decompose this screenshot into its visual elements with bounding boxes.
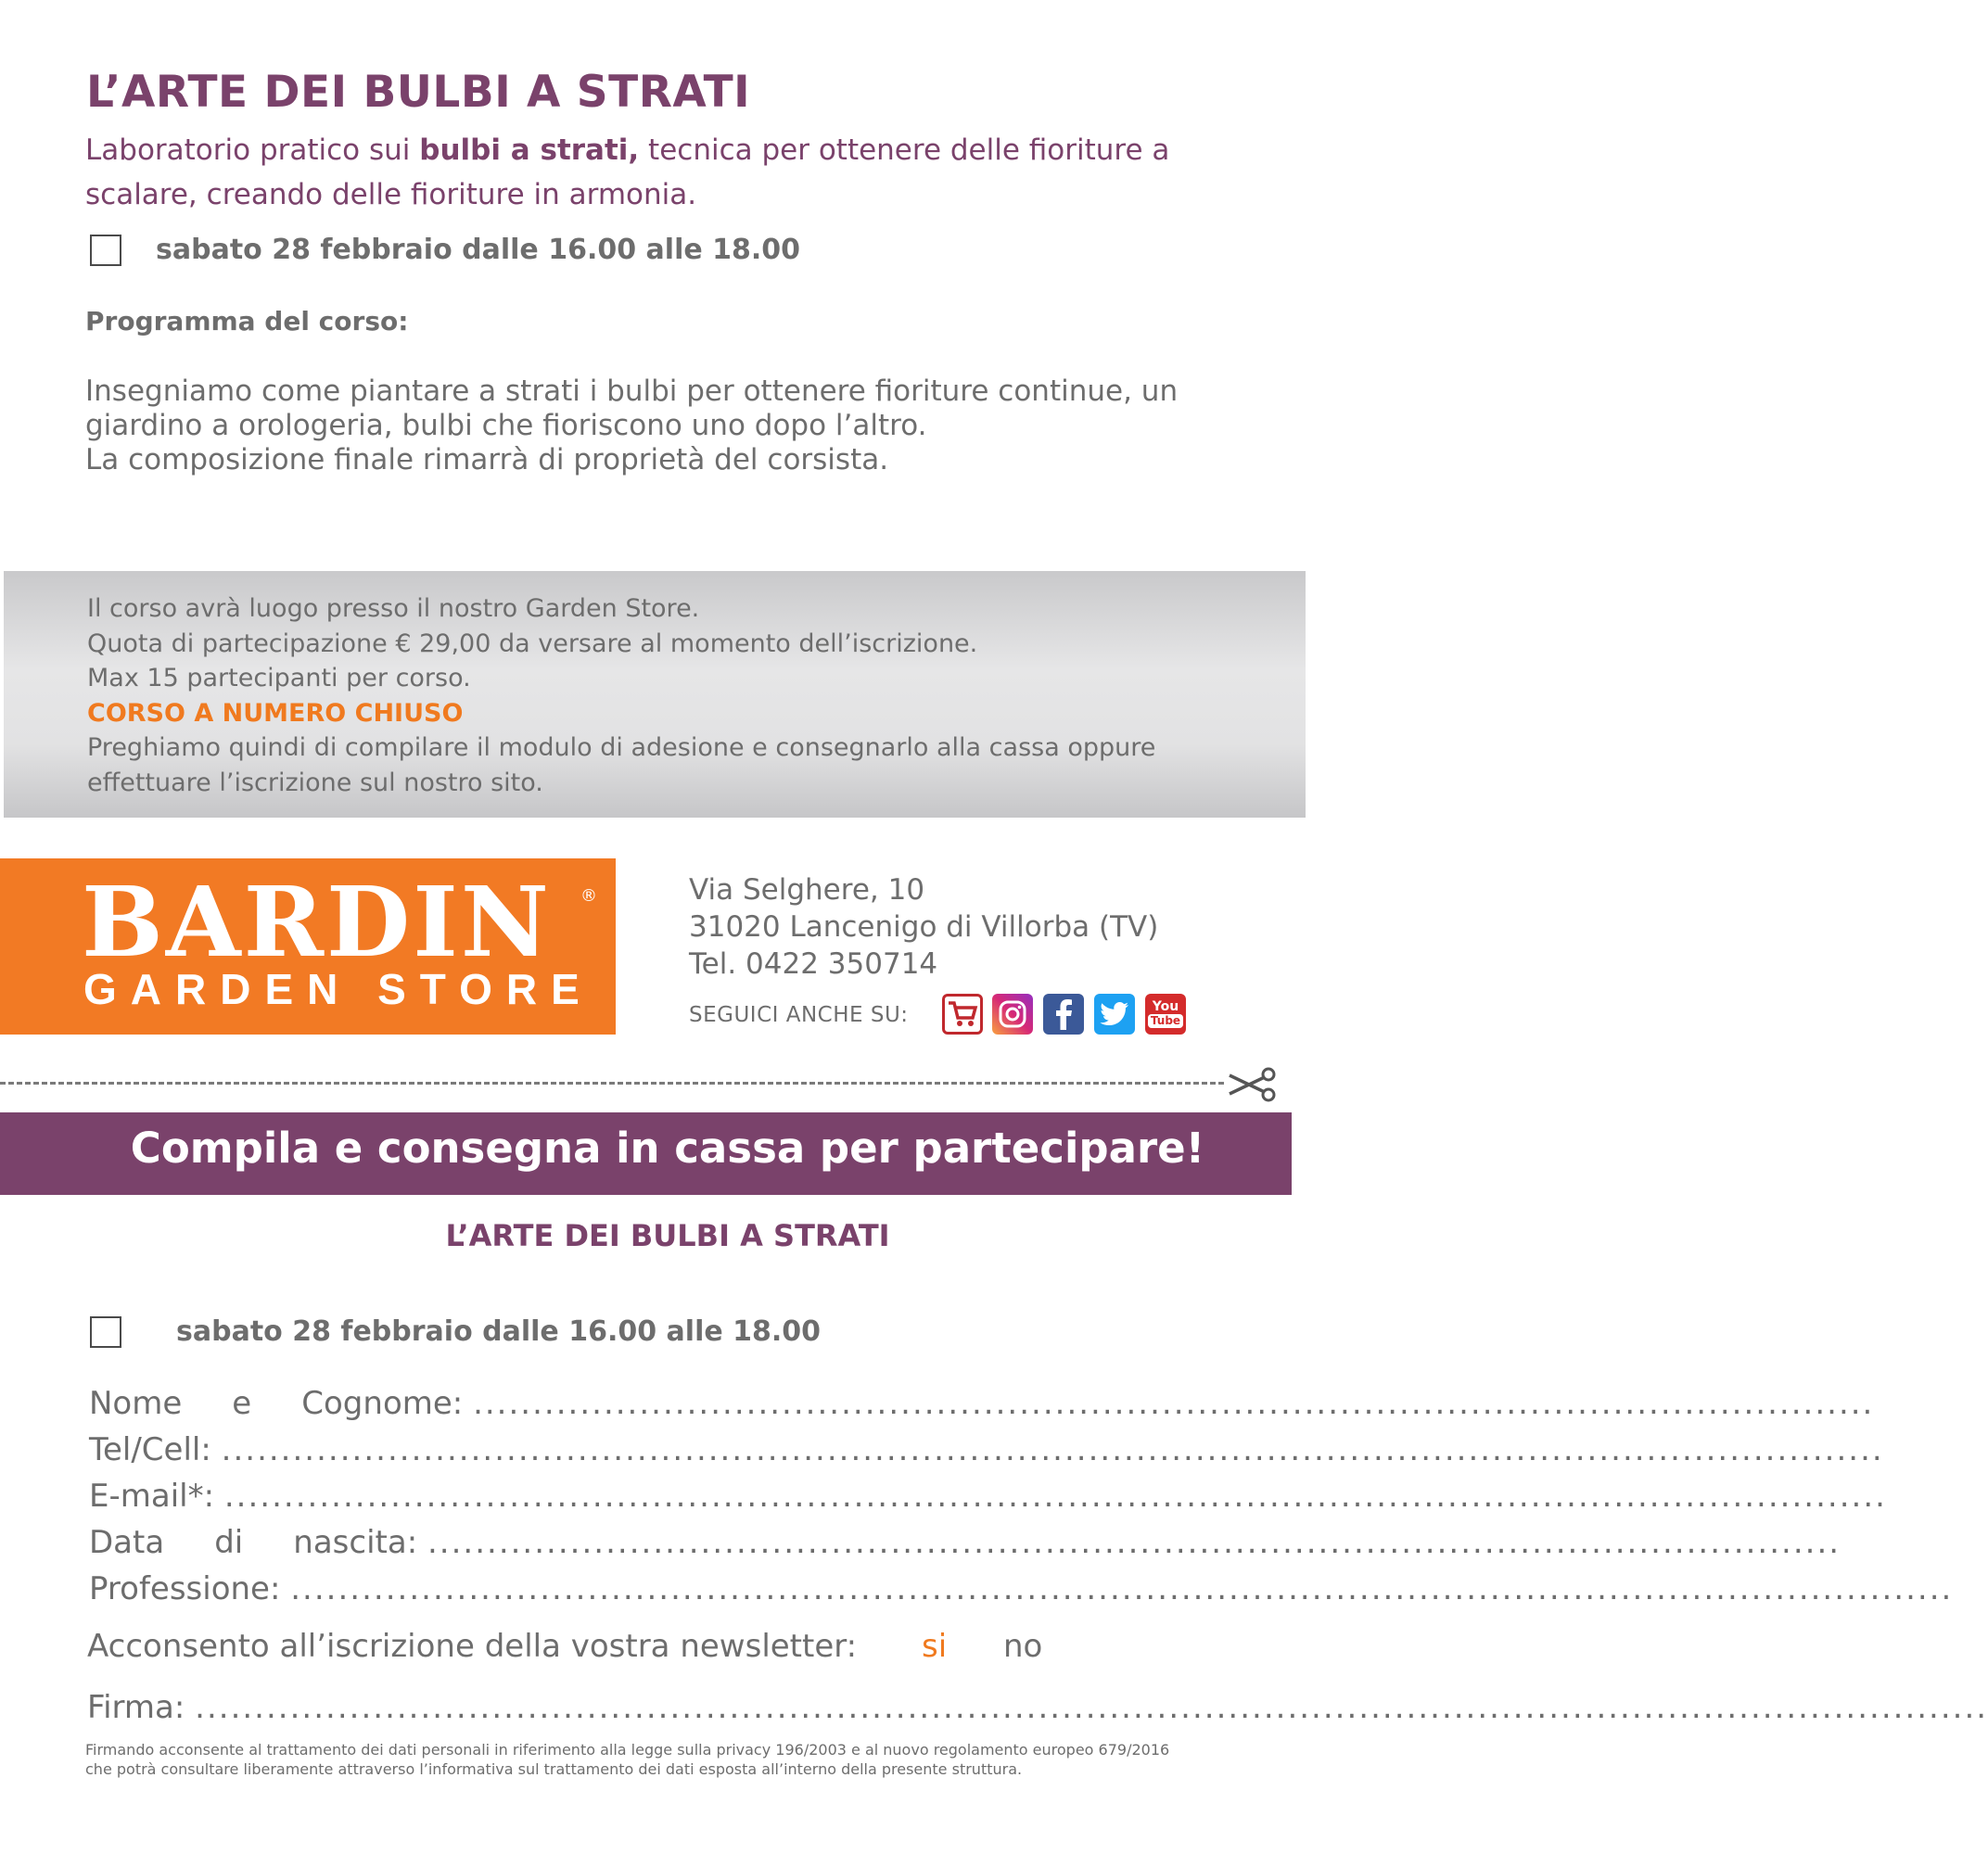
course-date: sabato 28 febbraio dalle 16.00 alle 18.00 (156, 234, 801, 266)
form-date: sabato 28 febbraio dalle 16.00 alle 18.00 (176, 1315, 822, 1348)
brand-name: BARDIN (82, 865, 552, 979)
instagram-icon[interactable] (992, 994, 1033, 1035)
consent-no-option[interactable]: no (1003, 1628, 1043, 1665)
profession-field[interactable]: Professione: ............................................................................................................................................ (89, 1570, 1954, 1607)
cart-icon[interactable] (942, 994, 983, 1035)
follow-label: SEGUICI ANCHE SU: (689, 1003, 909, 1027)
youtube-icon[interactable]: You Tube (1145, 994, 1186, 1035)
course-intro: Laboratorio pratico sui bulbi a strati, tecnica per ottenere delle fioriture a scalare, creando delle fioriture in armonia. (85, 133, 1170, 211)
cut-line (0, 1082, 1224, 1085)
signature-field[interactable]: Firma: ....................................................................................................................................................... (87, 1689, 1988, 1726)
form-title: L’ARTE DEI BULBI A STRATI (445, 1218, 890, 1253)
program-text: Insegniamo come piantare a strati i bulbi per ottenere fioriture continue, un giardino a orologeria, bulbi che fioriscono uno dopo l’altro. La composizione finale rimarrà di proprietà del corsista. (85, 375, 1179, 476)
birthdate-field[interactable]: Data di nascita: ....................................................................................................................... (89, 1524, 1841, 1561)
consent-yes-option[interactable]: si (922, 1628, 948, 1665)
cta-text: Compila e consegna in cassa per partecipare! (130, 1124, 1205, 1173)
brand-subtitle: GARDEN STORE (83, 965, 593, 1013)
form-date-checkbox[interactable] (90, 1316, 121, 1348)
name-field[interactable]: Nome e Cognome: ...................................................................................................................... (89, 1385, 1875, 1422)
twitter-icon[interactable] (1094, 994, 1135, 1035)
registered-mark: ® (580, 886, 597, 906)
date-checkbox[interactable] (90, 235, 121, 266)
facebook-icon[interactable] (1043, 994, 1084, 1035)
scissors-icon (1224, 1066, 1280, 1103)
course-title: L’ARTE DEI BULBI A STRATI (86, 67, 751, 118)
newsletter-consent-label: Acconsento all’iscrizione della vostra newsletter: (87, 1628, 858, 1665)
closed-course-notice: CORSO A NUMERO CHIUSO (87, 698, 464, 728)
info-text: Il corso avrà luogo presso il nostro Garden Store. Quota di partecipazione € 29,00 da versare al momento dell’iscrizione. Max 15 partecipanti per corso. CORSO A NUMERO CHIUSO Preghiamo quindi di compilare il modulo di adesione e consegnarlo alla cassa oppure effettuare l’iscrizione sul nostro sito. (87, 594, 1156, 797)
store-address: Via Selghere, 10 31020 Lancenigo di Villorba (TV) Tel. 0422 350714 (689, 873, 1159, 981)
phone-field[interactable]: Tel/Cell: ............................................................................................................................................ (89, 1431, 1884, 1468)
program-heading: Programma del corso: (85, 306, 409, 337)
privacy-note: Firmando acconsente al trattamento dei dati personali in riferimento alla legge sulla privacy 196/2003 e al nuovo regolamento europeo 679/2016 che potrà consultare liberamente attraverso l’informativa sul trattamento dei dati esposta all’interno della presente struttura. (85, 1741, 1170, 1778)
email-field[interactable]: E-mail*: ............................................................................................................................................ (89, 1478, 1887, 1515)
